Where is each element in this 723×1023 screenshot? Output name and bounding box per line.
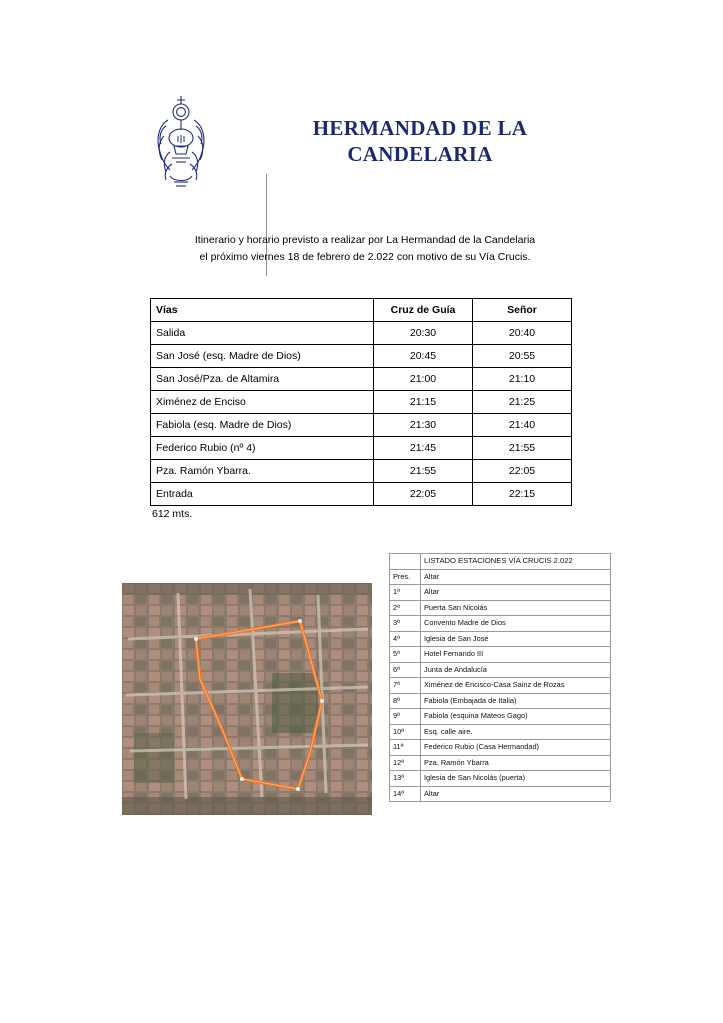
- station-num: 2ª: [390, 600, 421, 616]
- table-row: [390, 631, 611, 647]
- station-num: 13ª: [390, 771, 421, 787]
- table-row: [151, 460, 572, 483]
- table-row: [151, 322, 572, 345]
- table-row: [390, 693, 611, 709]
- schedule-table: [150, 298, 572, 506]
- schedule-senor: 20:40: [473, 322, 572, 345]
- schedule-cruz: 22:05: [374, 483, 473, 506]
- schedule-senor: 21:10: [473, 368, 572, 391]
- station-label: Pza. Ramón Ybarra: [421, 755, 611, 771]
- station-num: Pres.: [390, 569, 421, 585]
- stations-title: LISTADO ESTACIONES VÍA CRUCIS 2.022: [421, 554, 611, 570]
- table-row: [390, 771, 611, 787]
- stations-header-row: [390, 554, 611, 570]
- station-label: Convento Madre de Dios: [421, 616, 611, 632]
- station-num: 8ª: [390, 693, 421, 709]
- schedule-cruz: 20:30: [374, 322, 473, 345]
- hermandad-crest-icon: [150, 90, 212, 192]
- station-label: Fabiola (esquina Mateos Gago): [421, 709, 611, 725]
- stations-header-num: [390, 554, 421, 570]
- schedule-senor: 22:05: [473, 460, 572, 483]
- station-label: Iglesia de San Nicolás (puerta): [421, 771, 611, 787]
- stations-table: [389, 553, 611, 802]
- station-label: Fabiola (Embajada de Italia): [421, 693, 611, 709]
- station-label: Altar: [421, 585, 611, 601]
- schedule-senor: 21:40: [473, 414, 572, 437]
- table-row: [151, 414, 572, 437]
- table-row: [151, 345, 572, 368]
- station-label: Federico Rubio (Casa Hermandad): [421, 740, 611, 756]
- intro-line-1: Itinerario y horario previsto a realizar por La Hermandad de la Candelaria: [194, 234, 536, 246]
- table-row: [390, 755, 611, 771]
- station-label: Iglesia de San José: [421, 631, 611, 647]
- station-label: Ximénez de Encisco-Casa Sainz de Rozas: [421, 678, 611, 694]
- schedule-header-row: [151, 299, 572, 322]
- intro-paragraph: [150, 232, 580, 266]
- schedule-senor: 21:55: [473, 437, 572, 460]
- schedule-via: San José (esq. Madre de Dios): [151, 345, 374, 368]
- schedule-via: San José/Pza. de Altamira: [151, 368, 374, 391]
- schedule-via: Pza. Ramón Ybarra.: [151, 460, 374, 483]
- station-num: 10ª: [390, 724, 421, 740]
- station-num: 14ª: [390, 786, 421, 802]
- schedule-col-senor: Señor: [473, 299, 572, 322]
- table-row: [390, 662, 611, 678]
- page-title: HERMANDAD DE LA CANDELARIA: [312, 116, 528, 166]
- route-distance: 612 mts.: [152, 508, 193, 520]
- schedule-via: Entrada: [151, 483, 374, 506]
- station-num: 11ª: [390, 740, 421, 756]
- intro-line-2: el próximo viernes 18 de febrero de 2.022 con motivo de su Vía Crucis.: [199, 251, 531, 263]
- document-header: [150, 86, 590, 196]
- station-label: Esq. calle aire.: [421, 724, 611, 740]
- table-row: [151, 368, 572, 391]
- station-num: 9ª: [390, 709, 421, 725]
- schedule-col-vias: Vías: [151, 299, 374, 322]
- station-num: 1ª: [390, 585, 421, 601]
- table-row: [390, 569, 611, 585]
- table-row: [390, 616, 611, 632]
- schedule-cruz: 21:45: [374, 437, 473, 460]
- route-map-image: [122, 583, 372, 815]
- table-row: [390, 786, 611, 802]
- station-label: Altar: [421, 786, 611, 802]
- schedule-senor: 21:25: [473, 391, 572, 414]
- station-num: 6ª: [390, 662, 421, 678]
- table-row: [151, 483, 572, 506]
- table-row: [151, 391, 572, 414]
- schedule-via: Salida: [151, 322, 374, 345]
- schedule-cruz: 20:45: [374, 345, 473, 368]
- schedule-via: Fabiola (esq. Madre de Dios): [151, 414, 374, 437]
- table-row: [390, 724, 611, 740]
- route-map: [122, 583, 372, 815]
- station-num: 7ª: [390, 678, 421, 694]
- station-label: Altar: [421, 569, 611, 585]
- schedule-cruz: 21:15: [374, 391, 473, 414]
- schedule-via: Federico Rubio (nº 4): [151, 437, 374, 460]
- station-label: Hotel Fernando III: [421, 647, 611, 663]
- station-num: 4ª: [390, 631, 421, 647]
- station-num: 3ª: [390, 616, 421, 632]
- schedule-senor: 20:55: [473, 345, 572, 368]
- schedule-cruz: 21:00: [374, 368, 473, 391]
- schedule-cruz: 21:30: [374, 414, 473, 437]
- schedule-via: Ximénez de Enciso: [151, 391, 374, 414]
- schedule-cruz: 21:55: [374, 460, 473, 483]
- table-row: [390, 678, 611, 694]
- station-num: 12ª: [390, 755, 421, 771]
- station-num: 5ª: [390, 647, 421, 663]
- table-row: [390, 600, 611, 616]
- table-row: [390, 585, 611, 601]
- table-row: [390, 647, 611, 663]
- schedule-senor: 22:15: [473, 483, 572, 506]
- schedule-col-cruz-de-guia: Cruz de Guía: [374, 299, 473, 322]
- table-row: [390, 740, 611, 756]
- station-label: Puerta San Nicolás: [421, 600, 611, 616]
- table-row: [151, 437, 572, 460]
- station-label: Junta de Andalucía: [421, 662, 611, 678]
- table-row: [390, 709, 611, 725]
